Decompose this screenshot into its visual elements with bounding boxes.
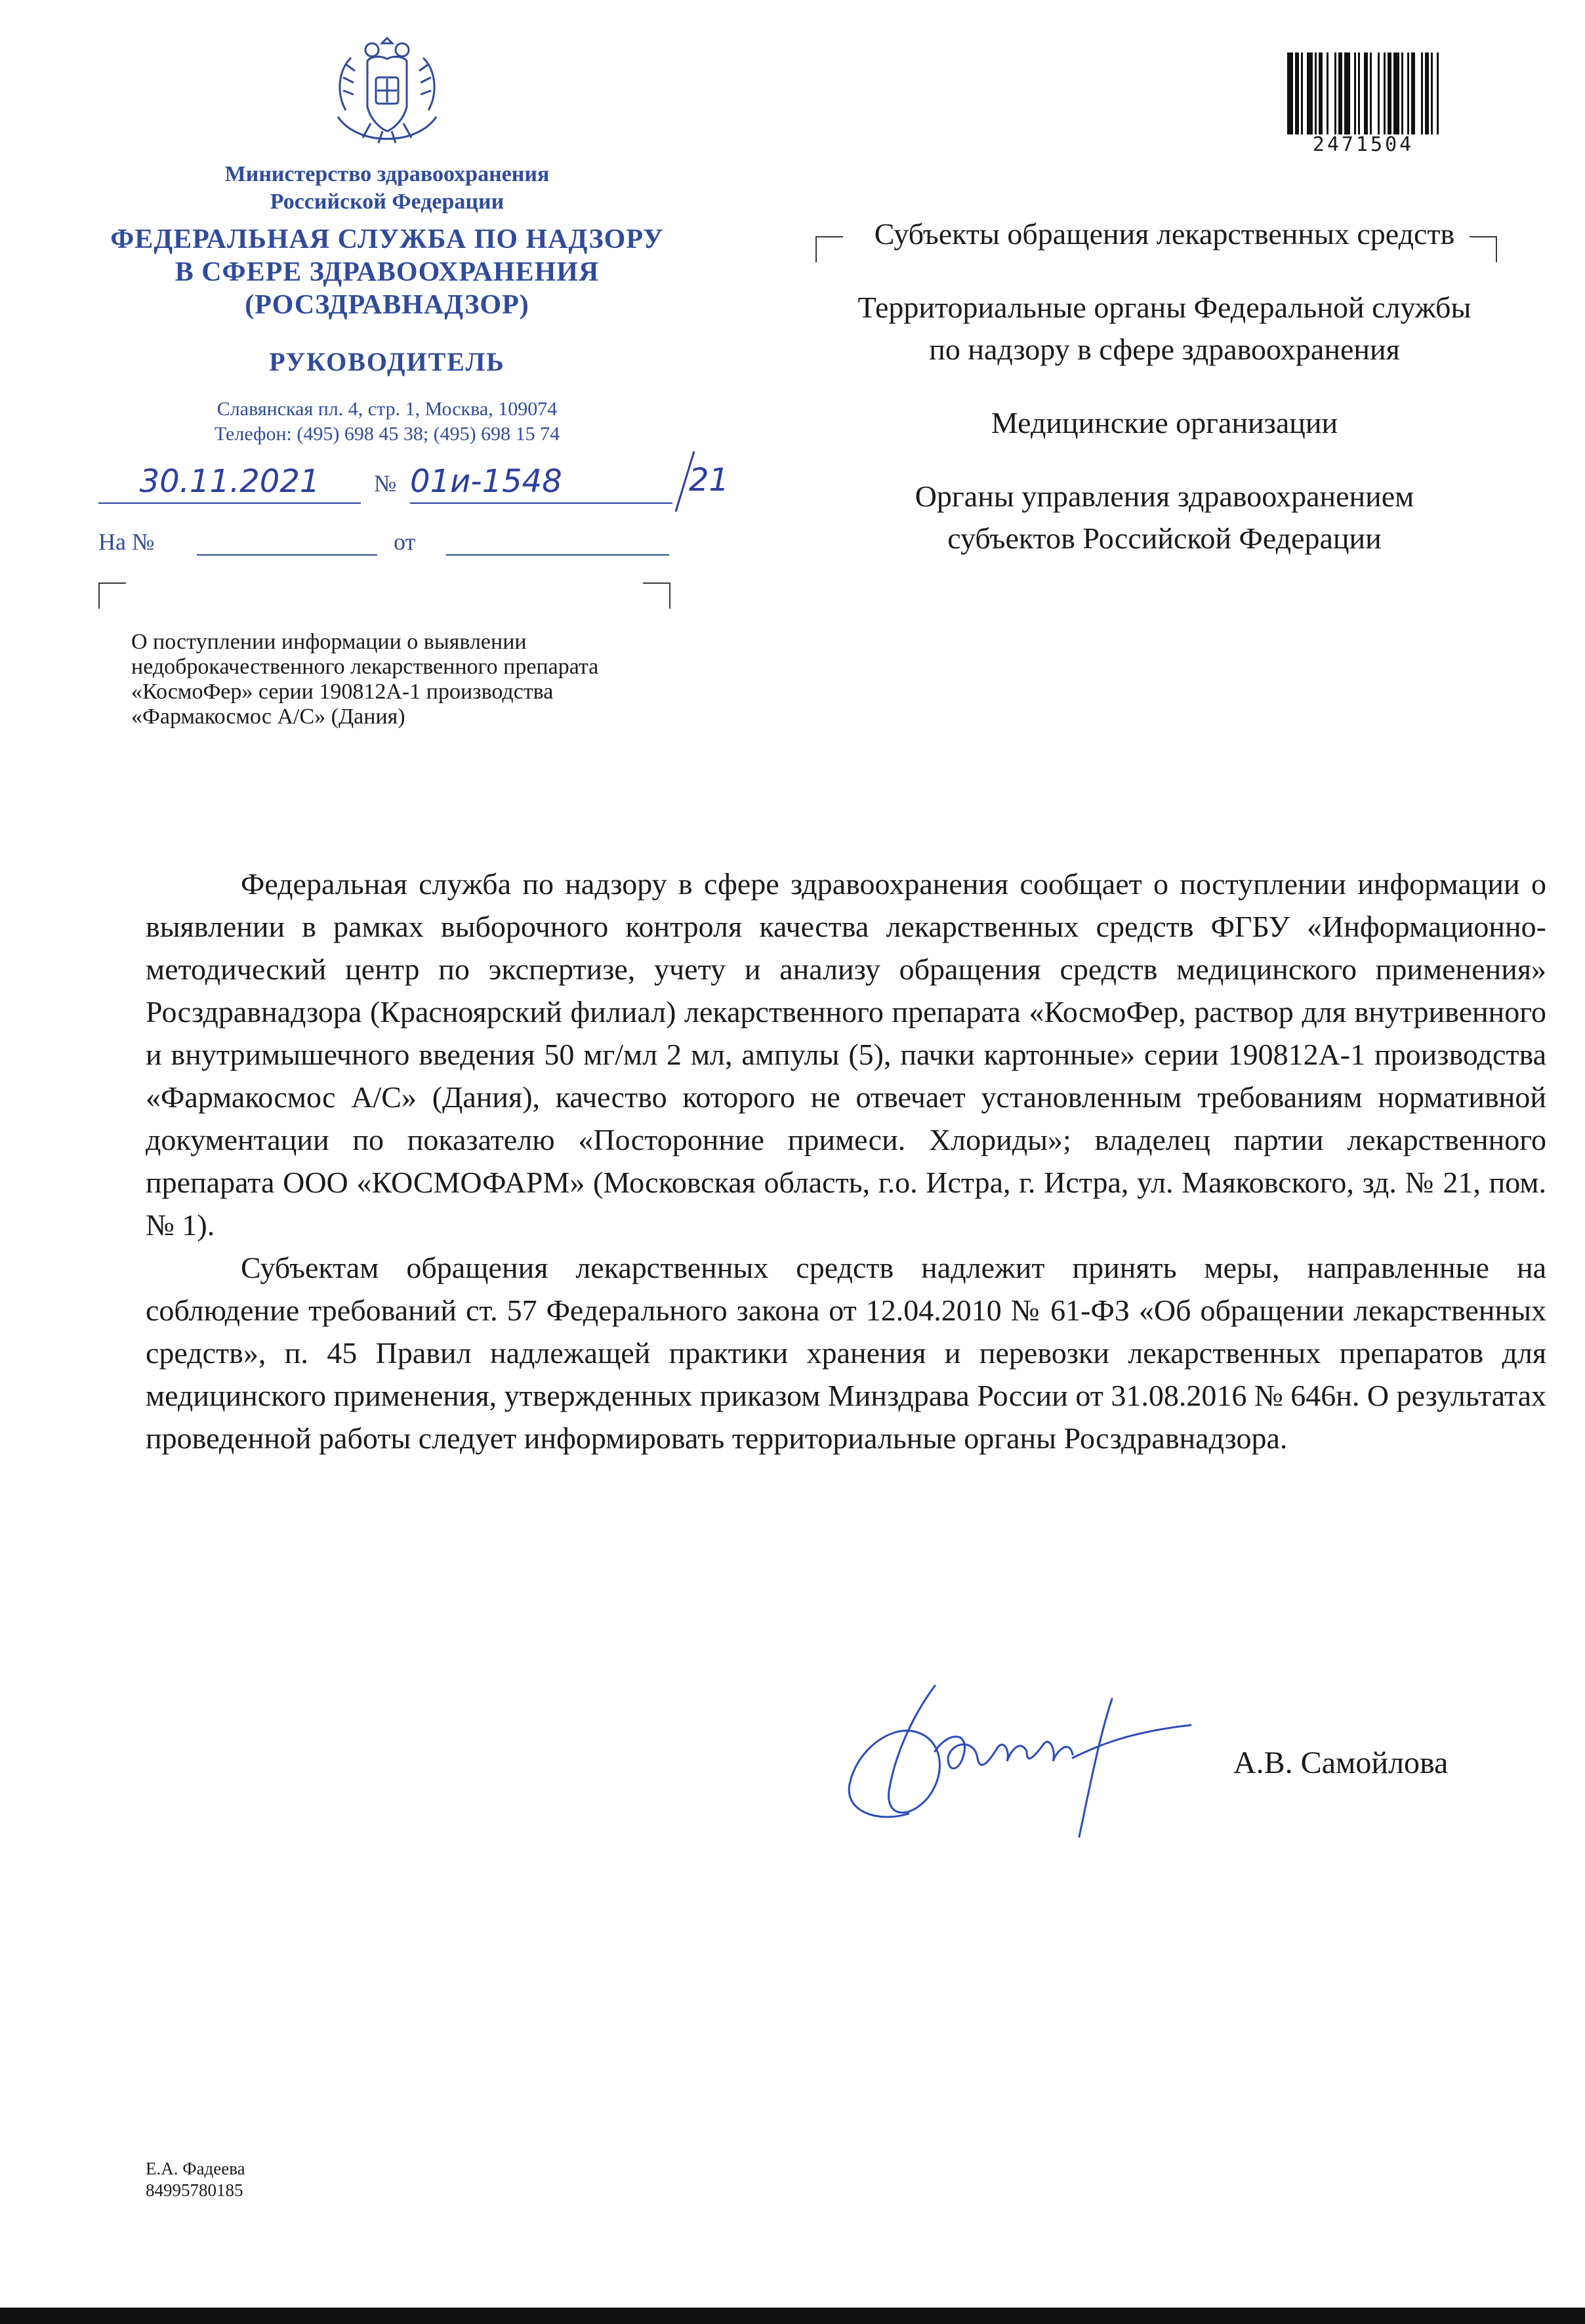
barcode-number: 2471504 [1312, 133, 1414, 156]
barcode [1285, 52, 1442, 134]
barcode-bar [1364, 52, 1368, 134]
address-line: Славянская пл. 4, стр. 1, Москва, 109074 [216, 398, 558, 420]
subject-bracket-right [643, 582, 670, 609]
barcode-bar [1411, 52, 1415, 134]
addressee-item: Медицинские организации [991, 406, 1338, 439]
performer-info [146, 2158, 245, 2201]
barcode-bar [1319, 52, 1323, 134]
handwritten-signature [836, 1660, 1230, 1843]
body-paragraph: Федеральная служба по надзору в сфере здравоохранения сообщает о поступлении информации о выявлении в рамках выборочного контроля качества лекарственных средств ФГБУ «Информационно-методический центр по экспертизе, учету и анализу обращения средств медицинского применения» Росздравнадзора (Красноярский филиал) лекарственного препарата «КосмоФер, раствор для внутривенного и внутримышечного введения 50 мг/мл 2 мл, ампулы (5), пачки картонные» серии 190812А-1 производства «Фармакосмос А/С» (Дания), качество которого не отвечает установленным требованиям нормативной документации по показателю «Посторонние примеси. Хлориды»; владелец партии лекарственного препарата ООО «КОСМОФАРМ» (Московская область, г.о. Истра, г. Истра, ул. Маяковского, зд. № 21, пом. № 1). [146, 867, 1546, 1242]
barcode-bar [1393, 52, 1399, 134]
barcode-bar [1378, 52, 1380, 134]
number-sign: № [374, 470, 397, 497]
barcode-bar [1384, 52, 1386, 134]
addressee-list [853, 213, 1476, 591]
barcode-bar [1327, 52, 1328, 134]
phone-line: Телефон: (495) 698 45 38; (495) 698 15 74 [214, 423, 560, 445]
service-name: ФЕДЕРАЛЬНАЯ СЛУЖБА ПО НАДЗОРУ В СФЕРЕ ЗДРАВООХРАНЕНИЯ (РОСЗДРАВНАДЗОР) [110, 224, 664, 320]
barcode-bar [1431, 52, 1433, 134]
body-paragraph: Субъектам обращения лекарственных средств надлежит принять меры, направленные на соблюдение требований ст. 57 Федерального закона от 12.04.2010 № 61-ФЗ «Об обращении лекарственных средств», п. 45 Правил надлежащей практики хранения и перевозки лекарственных препаратов для медицинского применения, утвержденных приказом Минздрава России от 31.08.2016 № 646н. О результатах проведенной работы следует информировать территориальные органы Росздравнадзора. [146, 1251, 1546, 1455]
reply-date-line [446, 554, 669, 556]
barcode-bar [1407, 52, 1409, 134]
contact-address [98, 397, 676, 447]
barcode-bar [1315, 52, 1317, 134]
barcode-bar [1354, 52, 1356, 134]
barcode-bar [1388, 52, 1391, 134]
letter-body [146, 863, 1546, 1459]
barcode-bar [1358, 52, 1360, 134]
barcode-bar [1370, 52, 1372, 134]
barcode-bar [1307, 52, 1313, 134]
registration-number: 01и-1548 [410, 463, 672, 504]
performer-name: Е.А. Фадеева [146, 2159, 245, 2178]
signatory-name: А.В. Самойлова [1233, 1745, 1449, 1780]
addressee-bracket-left [815, 236, 843, 262]
barcode-bar [1295, 52, 1299, 134]
registration-date: 30.11.2021 [98, 463, 361, 504]
barcode-bar [1287, 52, 1293, 134]
barcode-bar [1425, 52, 1429, 134]
barcode-bar [1344, 52, 1350, 134]
barcode-bar [1334, 52, 1336, 134]
subject-bracket-left [98, 582, 126, 609]
addressee-item: Органы управления здравоохранением субъектов Российской Федерации [915, 479, 1414, 555]
barcode-bar [1338, 52, 1342, 134]
reply-from-label: от [394, 529, 416, 555]
ministry-name: Министерство здравоохранения Российской Федерации [224, 162, 550, 214]
reply-number-line [197, 554, 377, 556]
addressee-item: Территориальные органы Федеральной службы по надзору в сфере здравоохранения [857, 291, 1472, 366]
barcode-bar [1301, 52, 1303, 134]
registration-year-suffix: 21 [689, 462, 730, 499]
performer-phone: 84995780185 [146, 2180, 243, 2200]
reply-number-label: На № [98, 529, 155, 555]
registration-suffix [669, 446, 748, 518]
addressee-item: Субъекты обращения лекарственных средств [874, 217, 1455, 251]
barcode-bar [1421, 52, 1423, 134]
coat-of-arms-icon [331, 31, 443, 150]
barcode-bar [1437, 52, 1439, 134]
letter-subject: О поступлении информации о выявлении недоброкачественного лекарственного препарата «КосмоФер» серии 190812А-1 производства «Фармакосмос А/С» (Дания) [131, 630, 599, 729]
barcode-bar [1401, 52, 1403, 134]
scan-border [0, 2308, 1585, 2324]
head-title: РУКОВОДИТЕЛЬ [269, 347, 505, 377]
